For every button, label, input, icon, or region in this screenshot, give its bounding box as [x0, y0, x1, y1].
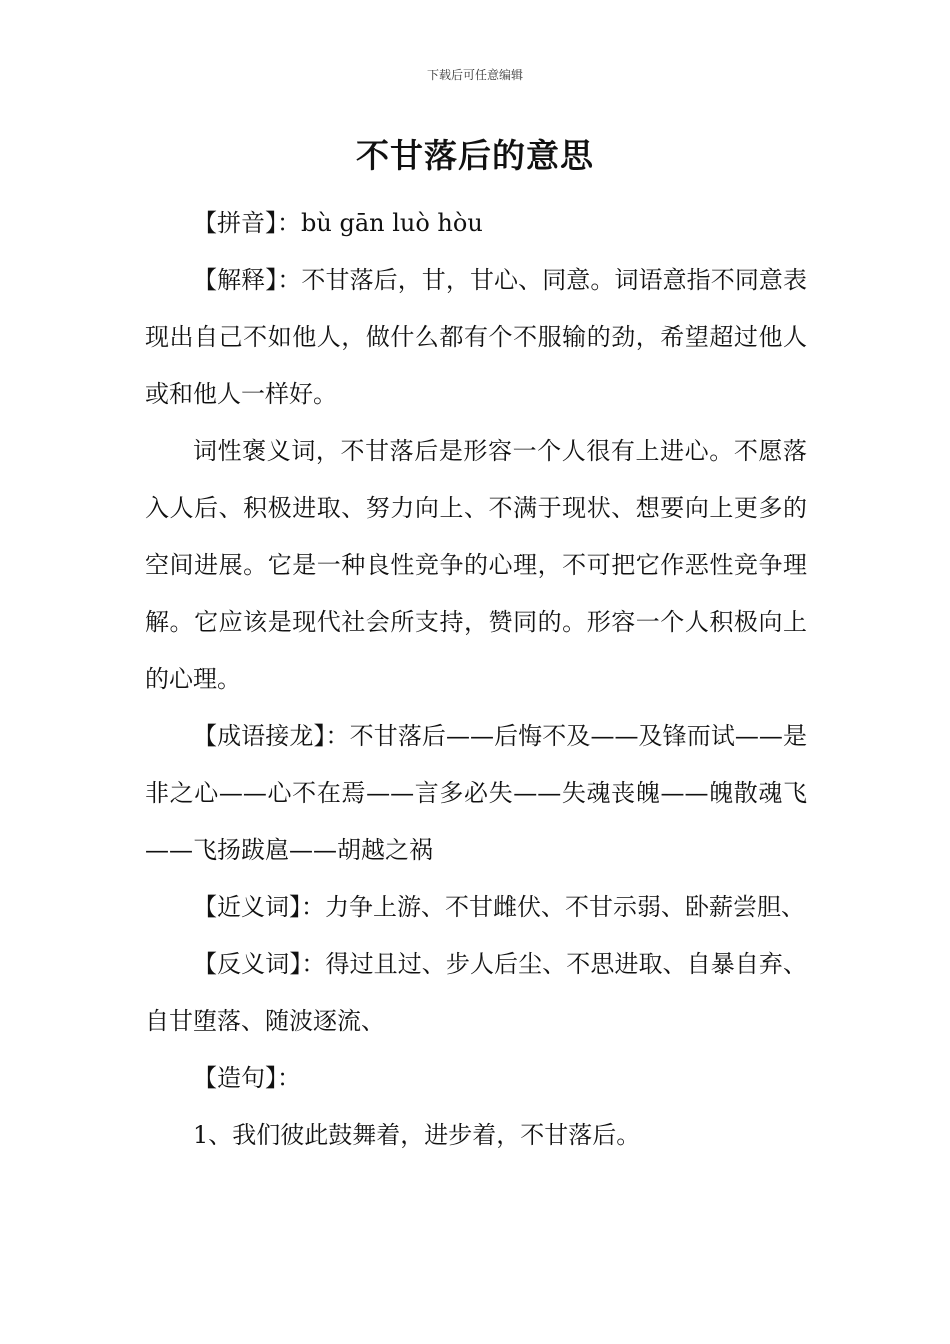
word-nature-paragraph: 词性褒义词，不甘落后是形容一个人很有上进心。不愿落入人后、积极进取、努力向上、不满于现状、想要向上更多的空间进展。它是一种良性竞争的心理，不可把它作恶性竞争理解。它应该是现代社会所支持，赞同的。形容一个人积极向上的心理。	[145, 437, 807, 693]
document-body	[145, 195, 807, 1164]
header-note: 下载后可任意编辑	[426, 68, 523, 82]
pinyin-paragraph	[145, 195, 807, 252]
idiom-chain-value: 不甘落后——后悔不及——及锋而试——是非之心——心不在焉——言多必失——失魂丧魄——魄散魂飞——飞扬跋扈——胡越之祸	[145, 722, 808, 864]
synonyms-value: 力争上游、不甘雌伏、不甘示弱、卧薪尝胆、	[325, 893, 805, 921]
idiom-chain-label: 【成语接龙】：	[193, 722, 350, 750]
synonyms-label: 【近义词】：	[193, 893, 325, 921]
pinyin-label: 【拼音】：	[193, 209, 301, 237]
explanation-paragraph	[145, 252, 807, 423]
explanation-value: 不甘落后，甘，甘心、同意。词语意指不同意表现出自己不如他人，做什么都有个不服输的劲，希望超过他人或和他人一样好。	[145, 266, 808, 408]
antonyms-value: 得过且过、步人后尘、不思进取、自暴自弃、自甘堕落、随波逐流、	[145, 950, 808, 1035]
antonyms-paragraph	[145, 936, 807, 1050]
pinyin-value: bù gān luò hòu	[301, 209, 483, 237]
example-heading: 【造句】：	[193, 1064, 301, 1092]
document-title: 不甘落后的意思	[356, 136, 594, 175]
idiom-chain-paragraph	[145, 708, 807, 879]
antonyms-label: 【反义词】：	[193, 950, 326, 978]
example-sentence: 1、我们彼此鼓舞着，进步着，不甘落后。	[193, 1121, 641, 1149]
synonyms-paragraph	[145, 879, 807, 936]
explanation-label: 【解释】：	[193, 266, 302, 294]
